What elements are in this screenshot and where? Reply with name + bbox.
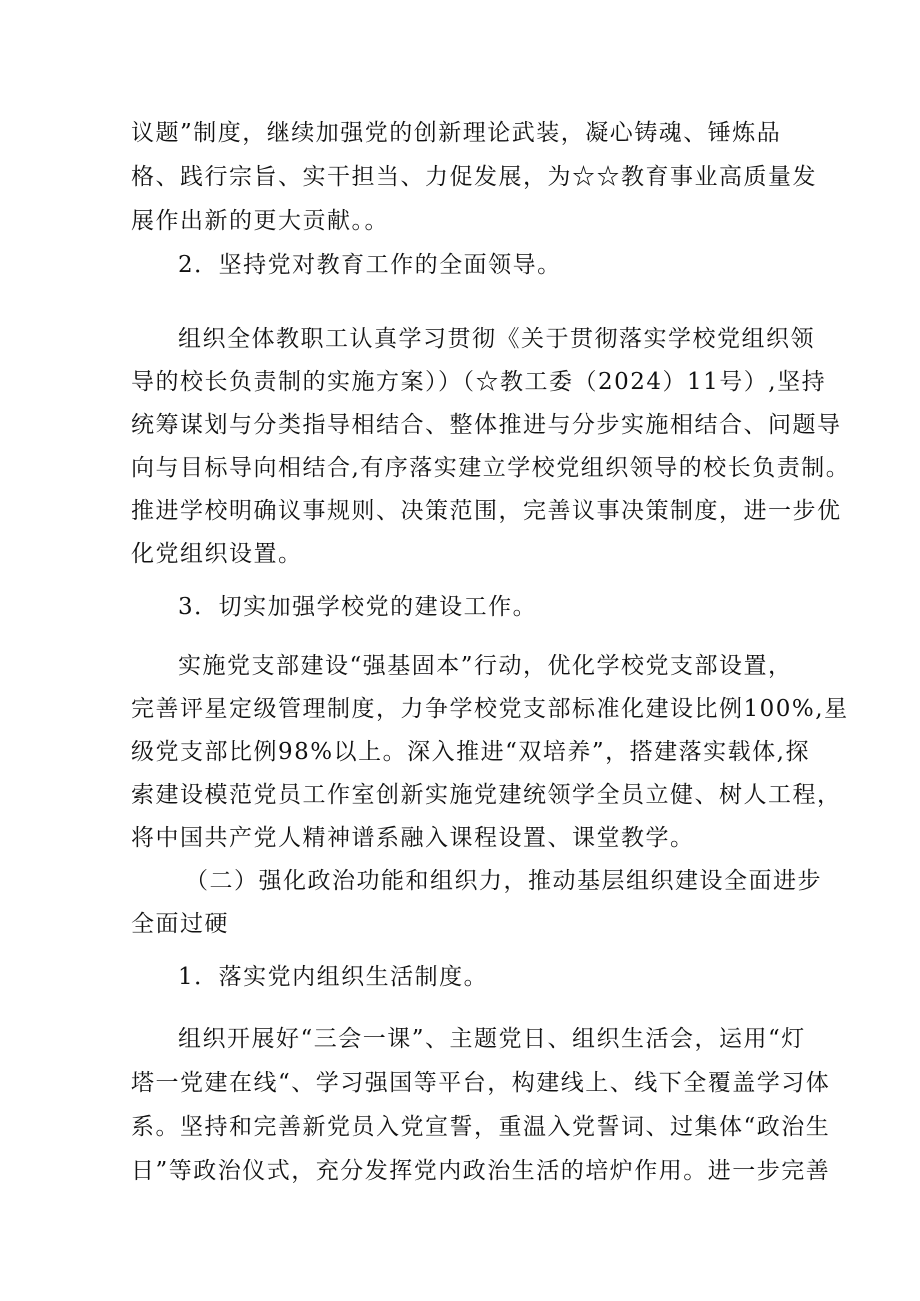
paragraph-line: 级党支部比例98%以上。深入推进“双培养”，搭建落实载体,探	[131, 739, 810, 765]
paragraph-line: 展作出新的更大贡献。。	[131, 208, 389, 234]
paragraph-line: 格、践行宗旨、实干担当、力促发展，为☆☆教育事业高质量发	[131, 164, 817, 190]
section-heading: 1．落实党内组织生活制度。	[178, 964, 489, 990]
paragraph-line: 实施党支部建设“强基固本”行动，优化学校党支部设置，	[178, 653, 793, 679]
paragraph-line: 向与目标导向相结合,有序落实建立学校党组织领导的校长负责制。	[131, 455, 851, 481]
paragraph-line: 将中国共产党人精神谱系融入课程设置、课堂教学。	[131, 825, 695, 851]
paragraph-line: 统筹谋划与分类指导相结合、整体推进与分步实施相结合、问题导	[131, 412, 842, 438]
paragraph-line: 化党组织设置。	[131, 541, 303, 567]
paragraph-line: 日”等政治仪式，充分发挥党内政治生活的培炉作用。进一步完善	[131, 1158, 831, 1184]
paragraph-line: 导的校长负责制的实施方案））（☆教工委（2024）11号）,坚持	[131, 369, 827, 395]
paragraph-line: 议题”制度，继续加强党的创新理论武装，凝心铸魂、锤炼品	[131, 120, 782, 146]
paragraph-line: 索建设模范党员工作室创新实施党建统领学全员立健、树人工程，	[131, 782, 842, 808]
paragraph-line: 组织全体教职工认真学习贯彻《关于贯彻落实学校党组织领	[178, 326, 815, 352]
paragraph-line: 推进学校明确议事规则、决策范围，完善议事决策制度，进一步优	[131, 498, 842, 524]
paragraph-line: 系。坚持和完善新党员入党宣誓，重温入党誓词、过集体“政治生	[131, 1114, 831, 1140]
paragraph-line: 组织开展好“三会一课”、主题党日、组织生活会，运用“灯	[178, 1026, 806, 1052]
section-heading: 2．坚持党对教育工作的全面领导。	[178, 252, 562, 278]
section-heading: 3．切实加强学校党的建设工作。	[178, 594, 538, 620]
paragraph-line: 塔一党建在线“、学习强国等平台，构建线上、线下全覆盖学习体	[131, 1070, 831, 1096]
paragraph-line: 完善评星定级管理制度，力争学校党支部标准化建设比例100%,星	[131, 696, 849, 722]
subsection-heading: （二）强化政治功能和组织力，推动基层组织建设全面进步	[185, 868, 822, 894]
subsection-heading: 全面过硬	[131, 911, 229, 937]
